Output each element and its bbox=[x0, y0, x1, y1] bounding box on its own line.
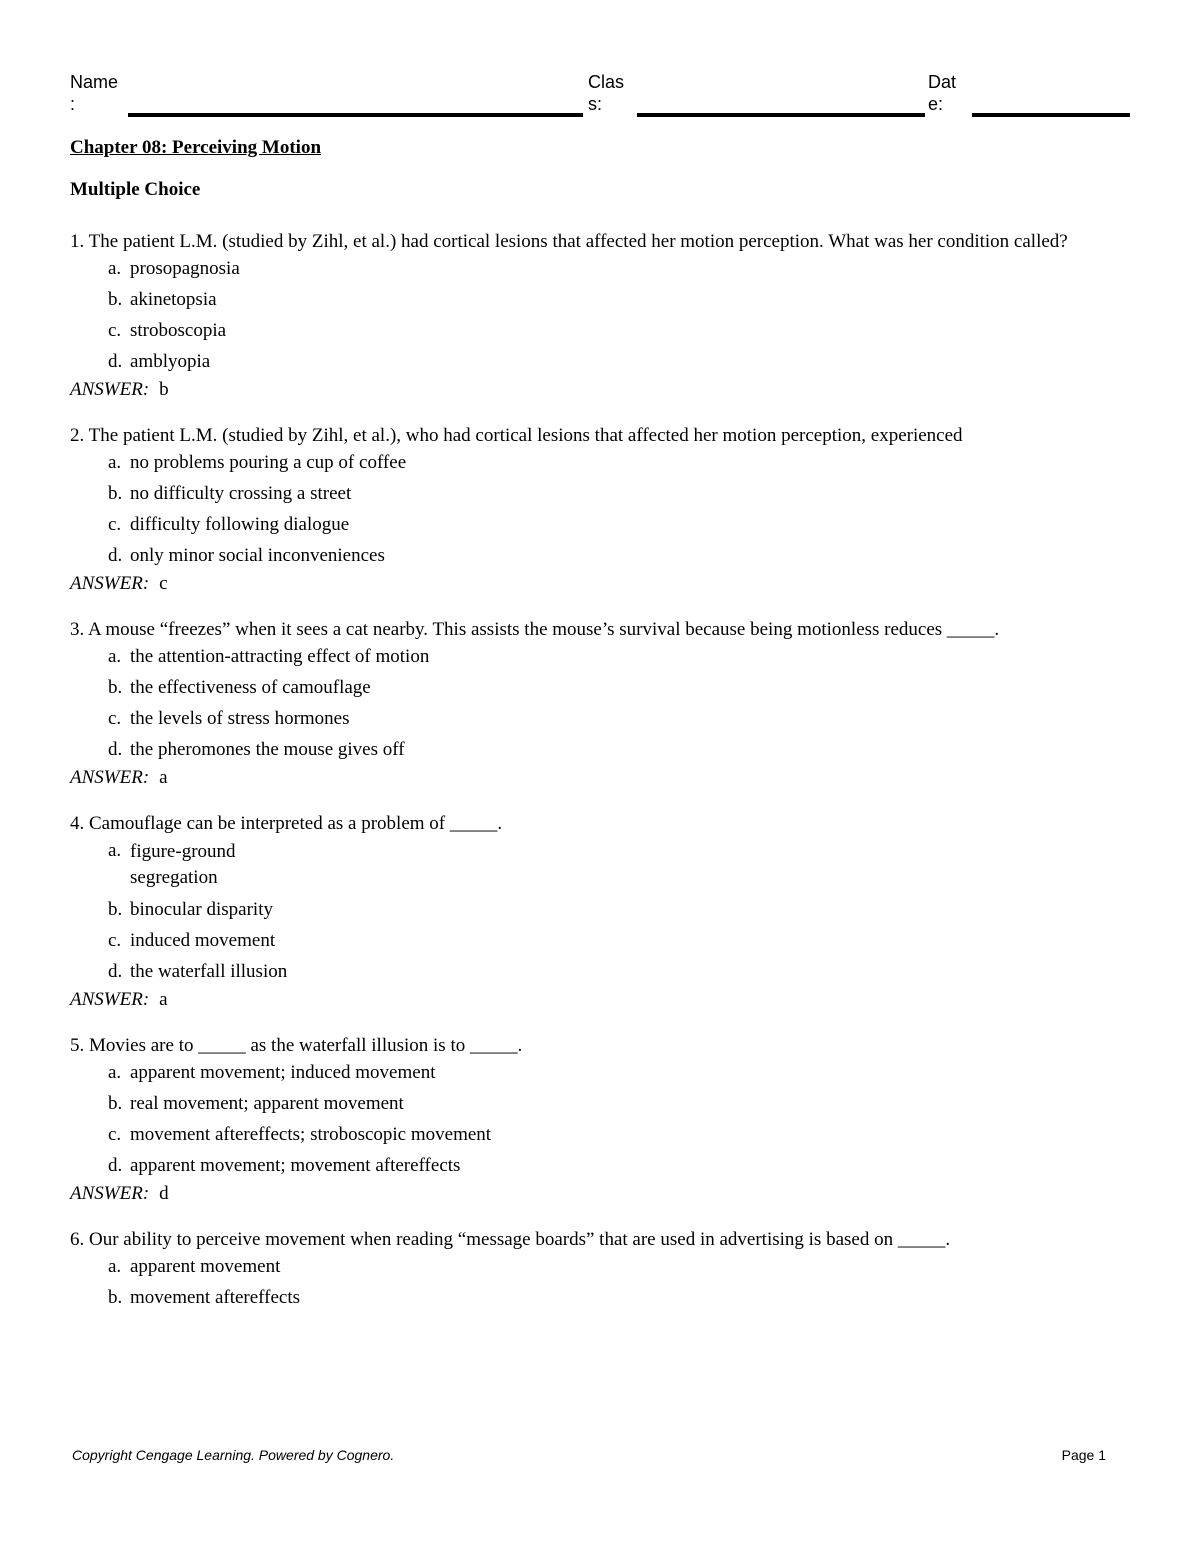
option-letter: b. bbox=[108, 289, 123, 310]
option-a[interactable] bbox=[108, 839, 1140, 891]
answer-label: ANSWER: bbox=[70, 1183, 150, 1204]
answer-label: ANSWER: bbox=[70, 989, 150, 1010]
option-letter: b. bbox=[108, 1287, 123, 1308]
option-letter: b. bbox=[108, 899, 123, 920]
question-stem: 2. The patient L.M. (studied by Zihl, et al.), who had cortical lesions that affected her motion perception, experienced bbox=[70, 425, 963, 446]
answer-label: ANSWER: bbox=[70, 573, 150, 594]
option-d[interactable] bbox=[108, 544, 1140, 568]
question-6 bbox=[70, 1227, 1140, 1310]
date-label-bottom: e: bbox=[928, 94, 944, 114]
class-field-line[interactable] bbox=[637, 113, 925, 117]
option-text: apparent movement bbox=[130, 1256, 281, 1277]
question-5 bbox=[70, 1033, 1140, 1206]
option-d[interactable] bbox=[108, 1154, 1140, 1178]
answer-label: ANSWER: bbox=[70, 767, 150, 788]
answer-line bbox=[70, 572, 1140, 596]
class-label bbox=[588, 71, 624, 115]
option-text: difficulty following dialogue bbox=[130, 514, 350, 535]
answer-value: a bbox=[159, 989, 168, 1010]
option-letter: c. bbox=[108, 930, 122, 951]
option-letter: d. bbox=[108, 739, 123, 760]
option-letter: c. bbox=[108, 708, 122, 729]
date-label-top: Dat bbox=[928, 72, 957, 92]
option-letter: d. bbox=[108, 1155, 123, 1176]
option-a[interactable] bbox=[108, 257, 1140, 281]
name-label-bottom: : bbox=[70, 94, 76, 114]
option-text: figure-ground segregation bbox=[130, 841, 236, 888]
option-text: no difficulty crossing a street bbox=[130, 483, 352, 504]
question-stem: 6. Our ability to perceive movement when reading “message boards” that are used in advertising is based on _____. bbox=[70, 1229, 951, 1250]
option-c[interactable] bbox=[108, 513, 1140, 537]
answer-line bbox=[70, 1182, 1140, 1206]
option-text: the levels of stress hormones bbox=[130, 708, 350, 729]
option-text: apparent movement; movement aftereffects bbox=[130, 1155, 461, 1176]
option-letter: d. bbox=[108, 545, 123, 566]
option-list bbox=[108, 1255, 1140, 1310]
option-text: apparent movement; induced movement bbox=[130, 1062, 436, 1083]
option-letter: b. bbox=[108, 677, 123, 698]
option-b[interactable] bbox=[108, 898, 1140, 922]
answer-line bbox=[70, 988, 1140, 1012]
option-text: movement aftereffects bbox=[130, 1287, 301, 1308]
option-b[interactable] bbox=[108, 288, 1140, 312]
question-stem: 4. Camouflage can be interpreted as a problem of _____. bbox=[70, 813, 503, 834]
question-3 bbox=[70, 617, 1140, 790]
option-a[interactable] bbox=[108, 1061, 1140, 1085]
option-text: real movement; apparent movement bbox=[130, 1093, 404, 1114]
option-text: no problems pouring a cup of coffee bbox=[130, 452, 407, 473]
answer-value: c bbox=[159, 573, 168, 594]
option-letter: c. bbox=[108, 1124, 122, 1145]
option-letter: a. bbox=[108, 1062, 122, 1083]
option-a[interactable] bbox=[108, 645, 1140, 669]
option-list bbox=[108, 645, 1140, 762]
option-text: only minor social inconveniences bbox=[130, 545, 385, 566]
option-list bbox=[108, 1061, 1140, 1178]
question-4 bbox=[70, 811, 1140, 1012]
answer-value: d bbox=[159, 1183, 169, 1204]
page-number: Page 1 bbox=[1061, 1447, 1106, 1463]
question-stem: 5. Movies are to _____ as the waterfall illusion is to _____. bbox=[70, 1035, 523, 1056]
option-b[interactable] bbox=[108, 482, 1140, 506]
answer-label: ANSWER: bbox=[70, 379, 150, 400]
option-letter: a. bbox=[108, 258, 122, 279]
option-d[interactable] bbox=[108, 738, 1140, 762]
question-list bbox=[70, 229, 1140, 1331]
option-c[interactable] bbox=[108, 929, 1140, 953]
option-text: prosopagnosia bbox=[130, 258, 240, 279]
option-letter: a. bbox=[108, 1256, 122, 1277]
option-text: the attention-attracting effect of motion bbox=[130, 646, 430, 667]
option-letter: a. bbox=[108, 452, 122, 473]
option-a[interactable] bbox=[108, 1255, 1140, 1279]
option-text: stroboscopia bbox=[130, 320, 227, 341]
date-field-line[interactable] bbox=[972, 113, 1130, 117]
answer-line bbox=[70, 766, 1140, 790]
option-list bbox=[108, 451, 1140, 568]
option-text: movement aftereffects; stroboscopic movement bbox=[130, 1124, 492, 1145]
option-letter: c. bbox=[108, 514, 122, 535]
option-text: akinetopsia bbox=[130, 289, 217, 310]
option-b[interactable] bbox=[108, 676, 1140, 700]
option-c[interactable] bbox=[108, 707, 1140, 731]
option-letter: b. bbox=[108, 483, 123, 504]
option-text: amblyopia bbox=[130, 351, 211, 372]
question-stem: 3. A mouse “freezes” when it sees a cat nearby. This assists the mouse’s survival because being motionless reduces _____. bbox=[70, 619, 1000, 640]
option-text: the pheromones the mouse gives off bbox=[130, 739, 405, 760]
question-1 bbox=[70, 229, 1140, 402]
chapter-title: Chapter 08: Perceiving Motion bbox=[70, 137, 322, 158]
class-label-bottom: s: bbox=[588, 94, 603, 114]
question-stem: 1. The patient L.M. (studied by Zihl, et al.) had cortical lesions that affected her motion perception. What was her condition called? bbox=[70, 231, 1068, 252]
option-letter: d. bbox=[108, 961, 123, 982]
option-letter: b. bbox=[108, 1093, 123, 1114]
section-title: Multiple Choice bbox=[70, 179, 201, 200]
option-letter: a. bbox=[108, 840, 122, 861]
option-text: induced movement bbox=[130, 930, 276, 951]
option-c[interactable] bbox=[108, 319, 1140, 343]
option-letter: a. bbox=[108, 646, 122, 667]
option-text: the waterfall illusion bbox=[130, 961, 288, 982]
option-list bbox=[108, 257, 1140, 374]
option-list bbox=[108, 839, 1140, 984]
option-letter: c. bbox=[108, 320, 122, 341]
option-c[interactable] bbox=[108, 1123, 1140, 1147]
answer-value: b bbox=[159, 379, 169, 400]
answer-line bbox=[70, 378, 1140, 402]
name-field-line[interactable] bbox=[128, 113, 583, 117]
option-text: binocular disparity bbox=[130, 899, 273, 920]
copyright-footer: Copyright Cengage Learning. Powered by Cognero. bbox=[72, 1447, 395, 1463]
name-label-top: Name bbox=[70, 72, 119, 92]
option-letter: d. bbox=[108, 351, 123, 372]
option-text: the effectiveness of camouflage bbox=[130, 677, 371, 698]
date-label bbox=[928, 71, 956, 115]
option-a[interactable] bbox=[108, 451, 1140, 475]
question-2 bbox=[70, 423, 1140, 596]
option-b[interactable] bbox=[108, 1286, 1140, 1310]
option-b[interactable] bbox=[108, 1092, 1140, 1116]
answer-value: a bbox=[159, 767, 168, 788]
option-d[interactable] bbox=[108, 960, 1140, 984]
class-label-top: Clas bbox=[588, 72, 625, 92]
option-d[interactable] bbox=[108, 350, 1140, 374]
name-label bbox=[70, 71, 118, 115]
